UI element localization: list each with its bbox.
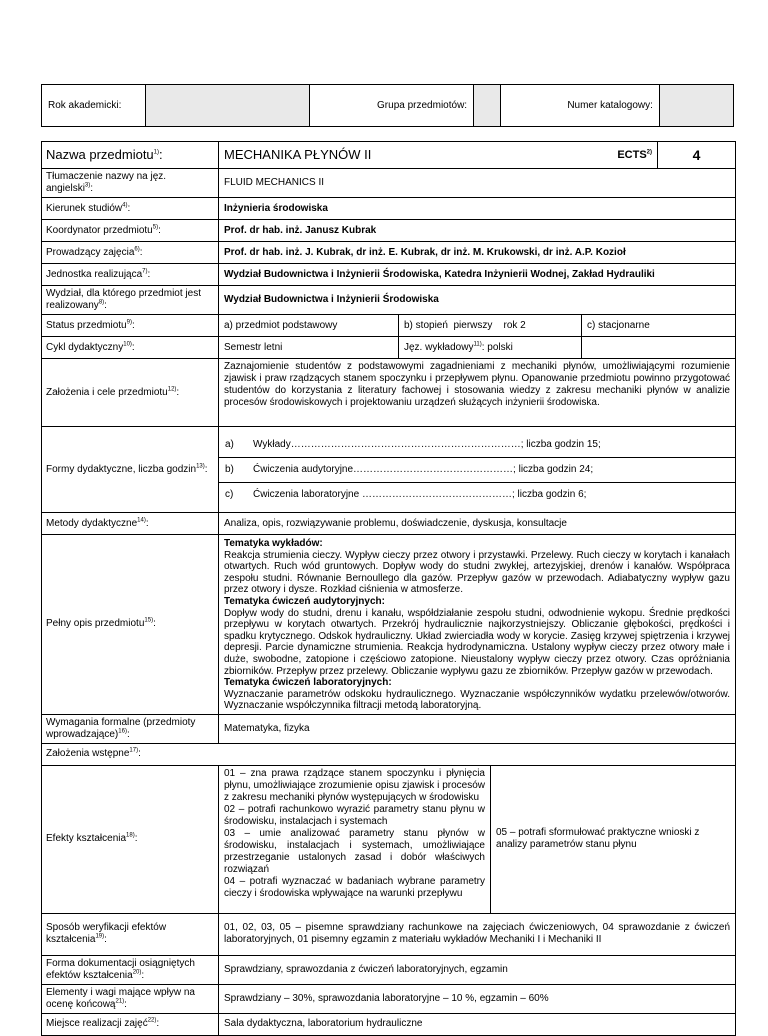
outcomes-row xyxy=(42,765,736,913)
teachers-value: Prof. dr hab. inż. J. Kubrak, dr inż. E. Kubrak, dr inż. M. Krukowski, dr inż. A.P. Kozioł xyxy=(219,242,736,264)
description-label: Pełny opis przedmiotu$^{15)}$: xyxy=(42,535,219,715)
exercises-text: Dopływ wody do studni, drenu i kanału, współdziałanie zespołu studni, odwodnienie wykopu. Średnie prędkości przepływu w korytach otwartych. Przekrój hydraulicznie najkorzystniejszy. Obliczanie głębokości, prędkości i spadku krytycznego. Odskok hydrauliczny. Układ zwierciadła wody w korycie. Zasięg krzywej spiętrzenia i krzywej depresji. Parcie dynamiczne strumienia. Reakcja hydrodynamiczna. Ustalony wypływ cieczy przez otwory małe i duże, swobodne, zatopione i częściowo zatopione. Nieustalony wypływ cieczy przez otwory. Czas opróżniania zbiorników. Przepływ przez przelewy. Obliczanie wypływu gazu ze zbiorników. Przepływ gazów w przewodach. xyxy=(224,607,730,677)
methods-value: Analiza, opis, rozwiązywanie problemu, doświadczenie, dyskusja, konsultacje xyxy=(219,513,736,535)
goals-row xyxy=(42,359,736,427)
methods-row xyxy=(42,513,736,535)
teachers-label: Prowadzący zajęcia$^{6)}$: xyxy=(42,242,219,264)
status-c: c) stacjonarne xyxy=(582,315,736,337)
status-b: b) stopień pierwszy rok 2 xyxy=(399,315,582,337)
description-value xyxy=(219,535,736,715)
verification-label: Sposób weryfikacji efektów kształcenia$^{19)}$: xyxy=(42,913,219,955)
documentation-value: Sprawdziany, sprawozdania z ćwiczeń laboratoryjnych, egzamin xyxy=(219,955,736,984)
coordinator-value: Prof. dr hab. inż. Janusz Kubrak xyxy=(219,220,736,242)
status-row xyxy=(42,315,736,337)
unit-value: Wydział Budownictwa i Inżynierii Środowiska, Katedra Inżynierii Wodnej, Zakład Hydrauliki xyxy=(219,264,736,286)
lectures-text: Reakcja strumienia cieczy. Wypływ cieczy przez otwory i przystawki. Przelewy. Ruch cieczy w korytach i kanałach otwartych. Ruch wód gruntowych. Dopływ wody do studni zwykłej, artezyjskiej, drenów i kanałów. Współpraca zespołu studni. Równanie Bernoullego dla gazów. Przepływ gazów w przewodach. Adiabatyczny wypływ gazu przez otwory i dysze. Rozkład ciśnienia w atmosferze. xyxy=(224,549,730,596)
cycle-semester: Semestr letni xyxy=(219,337,399,359)
catalog-number-field[interactable] xyxy=(659,85,733,127)
verification-value: 01, 02, 03, 05 – pisemne sprawdziany rachunkowe na zajęciach ćwiczeniowych, 04 sprawozdanie z ćwiczeń laboratoryjnych, 01 pisemny egzamin z materiału wykładów Mechaniki I i Mechaniki II xyxy=(219,913,736,955)
translation-row xyxy=(42,169,736,198)
ects-value: 4 xyxy=(658,142,736,169)
teachers-row xyxy=(42,242,736,264)
cycle-row xyxy=(42,337,736,359)
translation-label: Tłumaczenie nazwy na jęz. angielski$^{3)}$: xyxy=(42,169,219,198)
verification-row xyxy=(42,913,736,955)
place-label: Miejsce realizacji zajęć$^{22)}$: xyxy=(42,1013,219,1035)
description-row xyxy=(42,535,736,715)
assumptions-label: Założenia wstępne$^{17)}$: xyxy=(42,743,736,765)
forms-item-lectures: a) Wykłady……………………………………………………………; liczba godzin 15; xyxy=(225,438,601,450)
grading-value: Sprawdziany – 30%, sprawozdania laboratoryjne – 10 %, egzamin – 60% xyxy=(219,984,736,1013)
lab-text: Wyznaczanie parametrów odskoku hydraulicznego. Wyznaczanie współczynników wydatku przelewów/otworów. Wyznaczanie współczynnika filtracji metodą laboratoryjną. xyxy=(224,688,730,712)
course-name-label: Nazwa przedmiotu$^{1)}$: xyxy=(42,142,219,169)
course-name-row xyxy=(42,142,736,169)
subject-group-label: Grupa przedmiotów: xyxy=(309,85,474,127)
field-row xyxy=(42,198,736,220)
methods-label: Metody dydaktyczne$^{14)}$: xyxy=(42,513,219,535)
requirements-row xyxy=(42,714,736,743)
forms-item-exercises: b) Ćwiczenia audytoryjne…………………………………………; liczba godzin 24; xyxy=(225,463,594,475)
goals-value: Zaznajomienie studentów z podstawowymi zagadnieniami z mechaniki płynów, umożliwiającymi rozumienie zjawisk i praw rządzących stanem spoczynku i przepływem płynu. Opanowanie przedmiotu powinno przygotować studentów do korzystania z literatury fachowej i stosowania wiedzy z zakresu mechaniki płynów w analizie procesów środowiskowych i projektowaniu urządzeń służących inżynierii środowiska. xyxy=(219,359,736,427)
outcomes-left: 01 – zna prawa rządzące stanem spoczynku i płynięcia płynu, umożliwiające zrozumienie opisu zjawisk i procesów z zakresu mechaniki płynów występujących w środowisku 02 – potrafi rachunkowo wyrazić parametry stanu płynu w środowisku, instalacjach i systemach 03 – umie analizować parametry stanu płynów w środowisku, instalacjach i systemach, umożliwiające przestrzeganie ustalonych zasad i dobór właściwych rozwiązań 04 – potrafi wyznaczać w badaniach wybrane parametry cieczy i środowiska wpływające na warunki przepływu xyxy=(219,765,491,913)
faculty-row xyxy=(42,286,736,315)
exercises-title: Tematyka ćwiczeń audytoryjnych: xyxy=(224,595,385,607)
documentation-label: Forma dokumentacji osiągniętych efektów kształcenia$^{20)}$: xyxy=(42,955,219,984)
subject-group-field[interactable] xyxy=(474,85,501,127)
forms-item-lab: c) Ćwiczenia laboratoryjne ………………………………………; liczba godzin 6; xyxy=(225,488,587,500)
status-a: a) przedmiot podstawowy xyxy=(219,315,399,337)
course-table xyxy=(41,141,736,1036)
cycle-language: Jęz. wykładowy$^{11)}$: polski xyxy=(399,337,582,359)
status-label: Status przedmiotu$^{9)}$: xyxy=(42,315,219,337)
grading-label: Elementy i wagi mające wpływ na ocenę końcową$^{21)}$: xyxy=(42,984,219,1013)
unit-label: Jednostka realizująca$^{7)}$: xyxy=(42,264,219,286)
unit-row xyxy=(42,264,736,286)
field-value: Inżynieria środowiska xyxy=(219,198,736,220)
academic-year-field[interactable] xyxy=(145,85,309,127)
academic-year-label: Rok akademicki: xyxy=(42,85,146,127)
requirements-label: Wymagania formalne (przedmioty wprowadzające)$^{16)}$: xyxy=(42,714,219,743)
cycle-empty xyxy=(582,337,736,359)
assumptions-row xyxy=(42,743,736,765)
lectures-title: Tematyka wykładów: xyxy=(224,538,323,549)
coordinator-label: Koordynator przedmiotu$^{5)}$: xyxy=(42,220,219,242)
documentation-row xyxy=(42,955,736,984)
requirements-value: Matematyka, fizyka xyxy=(219,714,736,743)
coordinator-row xyxy=(42,220,736,242)
outcomes-label: Efekty kształcenia$^{18)}$: xyxy=(42,765,219,913)
header-table xyxy=(41,84,734,127)
forms-value xyxy=(219,427,736,513)
outcomes-right: 05 – potrafi sformułować praktyczne wnioski z analizy parametrów stanu płynu xyxy=(491,765,736,913)
grading-row xyxy=(42,984,736,1013)
lab-title: Tematyka ćwiczeń laboratoryjnych: xyxy=(224,677,392,689)
forms-label: Formy dydaktyczne, liczba godzin$^{13)}$: xyxy=(42,427,219,513)
catalog-number-label: Numer katalogowy: xyxy=(501,85,659,127)
faculty-value: Wydział Budownictwa i Inżynierii Środowiska xyxy=(219,286,736,315)
faculty-label: Wydział, dla którego przedmiot jest realizowany$^{8)}$: xyxy=(42,286,219,315)
field-label: Kierunek studiów$^{4)}$: xyxy=(42,198,219,220)
translation-value: FLUID MECHANICS II xyxy=(219,169,736,198)
place-row xyxy=(42,1013,736,1035)
goals-label: Założenia i cele przedmiotu$^{12)}$: xyxy=(42,359,219,427)
forms-row xyxy=(42,427,736,513)
course-name-value: MECHANIKA PŁYNÓW II xyxy=(219,142,582,169)
place-value: Sala dydaktyczna, laboratorium hydrauliczne xyxy=(219,1013,736,1035)
ects-label: ECTS$^{2)}$ xyxy=(582,142,658,169)
cycle-label: Cykl dydaktyczny$^{10)}$: xyxy=(42,337,219,359)
